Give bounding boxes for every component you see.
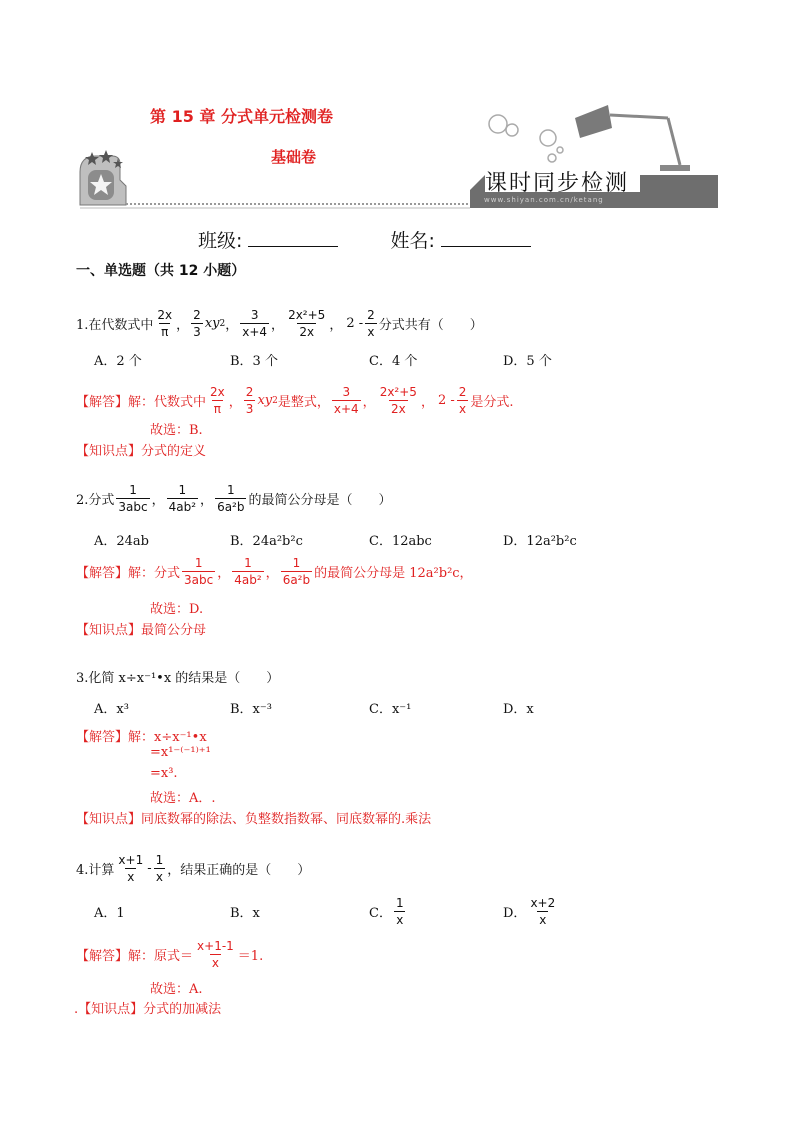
q3-step-2: =x¹⁻⁽⁻¹⁾⁺¹ <box>150 745 211 760</box>
q3-option-b[interactable]: B．x⁻³ <box>230 702 272 717</box>
section-title: 一、单选题（共 12 小题） <box>76 263 246 279</box>
q4-knowledge-point: .【知识点】分式的加减法 <box>74 1002 222 1017</box>
q3-step-3: =x³. <box>150 766 178 781</box>
name-blank[interactable] <box>441 230 531 247</box>
q3-option-a[interactable]: A．x³ <box>94 702 129 717</box>
q2-option-d[interactable]: D．12a²b²c <box>503 534 577 549</box>
class-label: 班级: <box>198 230 243 252</box>
star-badge-icon <box>80 150 126 205</box>
q4-option-d[interactable]: D． $\frac{x+2}{x}$ <box>503 896 556 927</box>
q4-option-b[interactable]: B．x <box>230 906 260 921</box>
q4-option-c[interactable]: C． $\frac{1}{x}$ <box>369 896 404 927</box>
fraction: $\frac{2x}{\pi}$ <box>157 308 173 339</box>
q3-choose: 故选：A．. <box>150 791 216 806</box>
desk-lamp-icon <box>575 105 690 171</box>
fraction: $\frac{2}{x}$ <box>367 308 375 339</box>
q4-option-a[interactable]: A．1 <box>94 906 125 921</box>
q3-option-c[interactable]: C．x⁻¹ <box>369 702 412 717</box>
page-title: 第 15 章 分式单元检测卷 <box>150 107 333 126</box>
bubbles-icon <box>489 115 563 162</box>
q4-answer: 【解答】 解：原式＝ $\frac{x+1-1}{x}$ ＝1. <box>76 939 264 970</box>
question-1: 1.在代数式中 $\frac{2x}{\pi}$ ， $\frac{2}{3}$ xy 2 ， $\frac{3}{x+4}$ ， $\frac{\text{2x²+5}}{2x}$ ， 2 - $\frac{2}{x}$ 分式共有（ ） <box>76 308 483 339</box>
q4-choose: 故选：A. <box>150 982 203 997</box>
question-2: 2.分式 $\frac{1}{\text{3abc}}$ ， $\frac{1}{\text{4ab²}}$ ， $\frac{1}{\text{6a²b}}$ 的最简公分母是（ ） <box>76 483 392 514</box>
q1-answer: 【解答】 解：代数式中 $\frac{2x}{\pi}$ ， $\frac{2}{3}$ xy 2 是整式， $\frac{3}{x+4}$ ， $\frac{\text{2x²+5}}{2x}$ ， 2 - $\frac{2}{x}$ 是分式. <box>76 385 514 416</box>
name-label: 姓名: <box>390 230 435 252</box>
q2-knowledge-point: 【知识点】最简公分母 <box>76 623 207 638</box>
class-blank[interactable] <box>248 230 338 247</box>
q1-choose: 故选：B. <box>150 423 203 438</box>
q1-option-a[interactable]: A．2 个 <box>94 354 142 369</box>
fraction: $\frac{\text{2x²+5}}{2x}$ <box>288 308 326 339</box>
question-4: 4.计算 $\frac{x+1}{x}$ - $\frac{1}{x}$ ，结果正确的是（ ） <box>76 853 311 884</box>
q2-answer: 【解答】 解：分式 $\frac{1}{\text{3abc}}$ ， $\frac{1}{\text{4ab²}}$ ， $\frac{1}{\text{6a²b}}$ 的最简公分母是 12a²b²c， <box>76 556 473 587</box>
q1-option-b[interactable]: B．3 个 <box>230 354 278 369</box>
course-tag: 课时同步检测 <box>485 171 630 196</box>
question-3: 3.化简 x÷x⁻¹•x 的结果是（ ） <box>76 671 280 686</box>
header-decoration <box>0 0 794 215</box>
q1-option-c[interactable]: C．4 个 <box>369 354 418 369</box>
q2-option-b[interactable]: B．24a²b²c <box>230 534 303 549</box>
q2-option-c[interactable]: C．12abc <box>369 534 432 549</box>
page-subtitle: 基础卷 <box>271 148 317 166</box>
fraction: $\frac{3}{x+4}$ <box>242 308 268 339</box>
q3-knowledge-point: 【知识点】同底数幂的除法、负整数指数幂、同底数幂的.乘法 <box>76 812 432 827</box>
course-tag-sub: www.shiyan.com.cn/ketang <box>484 196 604 204</box>
fraction: $\frac{2}{3}$ <box>193 308 201 339</box>
q3-answer: 【解答】解：x÷x⁻¹•x <box>76 730 207 745</box>
q2-option-a[interactable]: A．24ab <box>94 534 150 549</box>
q1-knowledge-point: 【知识点】分式的定义 <box>76 444 207 459</box>
q2-choose: 故选：D. <box>150 602 204 617</box>
name-fill-row <box>198 226 577 253</box>
q1-option-d[interactable]: D．5 个 <box>503 354 552 369</box>
q3-option-d[interactable]: D．x <box>503 702 534 717</box>
